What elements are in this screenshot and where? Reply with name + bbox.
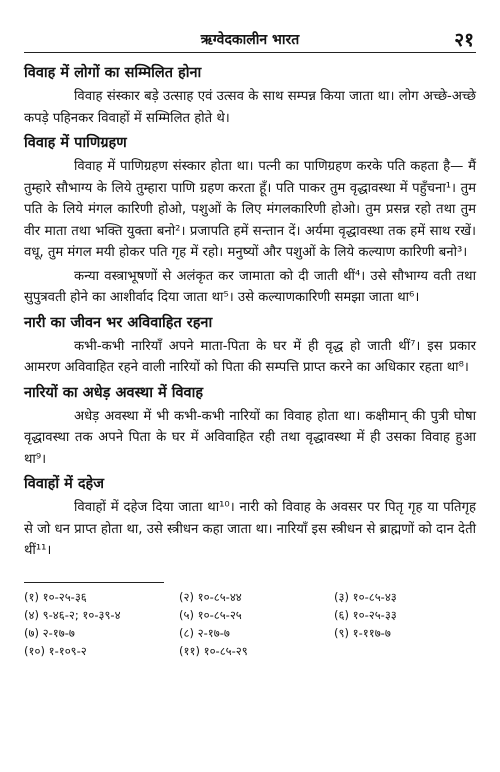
section-heading: विवाहों में दहेज [24,476,105,492]
paragraph: विवाहों में दहेज दिया जाता था¹⁰। नारी को विवाह के अवसर पर पितृ गृह या पतिगृह से जो धन प्राप्त होता था, उसे स्त्रीधन कहा जाता था। नारियाँ इस स्त्रीधन से ब्राह्मणों को दान देती थीं¹¹। [24,500,476,558]
footnote: (४) ९-४६-२; १०-३९-४ [24,607,121,622]
paragraph: कभी-कभी नारियाँ अपने माता-पिता के घर में ही वृद्ध हो जाती थीं⁷। इस प्रकार आमरण अविवाहित रहने वाली नारियों को पिता की सम्पत्ति प्राप्त करने का अधिकार रहता था⁸। [24,338,476,375]
section-heading: नारियों का अधेड़ अवस्था में विवाह [24,384,204,401]
section-dowry [24,472,476,562]
section-panigrahan [24,131,476,309]
footnote: (६) १०-२५-३३ [334,607,397,622]
running-title: ऋग्वेदकालीन भारत [200,32,300,48]
section-heading: नारी का जीवन भर अविवाहित रहना [24,314,213,331]
footnote: (८) २-१७-७ [179,625,230,640]
section-heading: विवाह में पाणिग्रहण [24,135,127,151]
footnote: (२) १०-८५-४४ [179,589,242,604]
section-middle-age-marriage [24,381,476,471]
footnote: (७) २-१७-७ [24,625,75,640]
section-lifelong-unmarried [24,311,476,379]
paragraph: कन्या वस्त्राभूषणों से अलंकृत कर जामाता को दी जाती थीं⁴। उसे सौभाग्य वती तथा सुपुत्रवती होने का आशीर्वाद दिया जाता था⁵। उसे कल्याणकारिणी समझा जाता था⁶। [24,268,476,305]
footnote: (१) १०-२५-३६ [24,589,87,604]
footnote: (१०) १-१०९-२ [24,643,87,658]
paragraph: विवाह संस्कार बड़े उत्साह एवं उत्सव के साथ सम्पन्न किया जाता था। लोग अच्छे-अच्छे कपड़े पहिनकर विवाहों में सम्मिलित होते थे। [24,89,476,126]
paragraph: अधेड़ अवस्था में भी कभी-कभी नारियों का विवाह होता था। कक्षीमान् की पुत्री घोषा वृद्धावस्था तक अपने पिता के घर में अविवाहित रही तथा वृद्धावस्था में ही उसका विवाह हुआ था⁹। [24,408,476,467]
footnote-divider [24,582,164,583]
footnote: (५) १०-८५-२५ [179,607,242,622]
paragraph: विवाह में पाणिग्रहण संस्कार होता था। पत्नी का पाणिग्रहण करके पति कहता है— मैं तुम्हारे सौभाग्य के लिये तुम्हारा पाणि ग्रहण करता हूँ। पति पाकर तुम वृद्धावस्था में पहुँचना¹। तुम पति के लिये मंगल कारिणी होओ, पशुओं के लिए मंगलकारिणी होओ। तुम प्रसन्न रहो तथा तुम वीर माता तथा भक्ति युक्ता बनो²। प्रजापति हमें सन्तान दें। अर्यमा वृद्धावस्था तक हमें साथ रखें। वधू, तुम मंगल मयी होकर पति गृह में रहो। मनुष्यों और पशुओं के लिये कल्याण कारिणी बनो³। [24,159,476,260]
running-header [24,26,476,53]
page-content [24,61,476,660]
section-heading: विवाह में लोगों का सम्मिलित होना [24,65,202,81]
footnote: (११) १०-८५-२९ [179,643,248,658]
footnotes [24,589,476,660]
page-number: २१ [454,29,474,51]
section-wedding-attendance [24,61,476,129]
footnote: (३) १०-८५-४३ [334,589,397,604]
footnote: (९) १-११७-७ [334,625,391,640]
